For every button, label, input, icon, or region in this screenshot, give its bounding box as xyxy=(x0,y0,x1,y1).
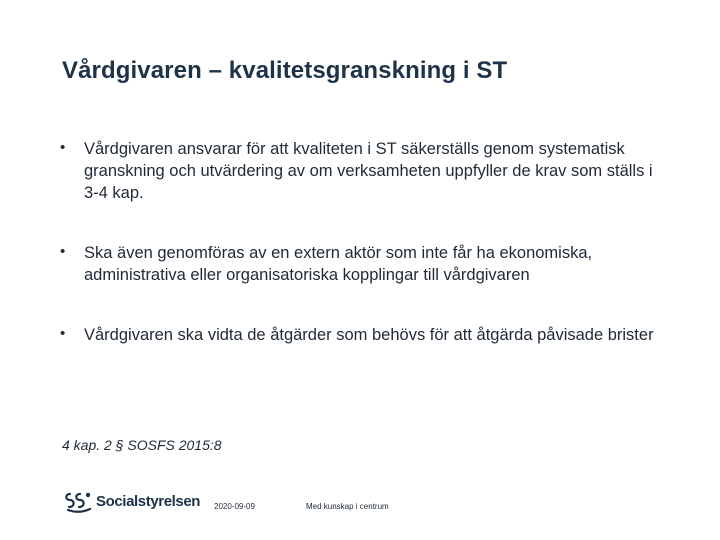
socialstyrelsen-logo-icon xyxy=(64,489,94,513)
footer-slogan: Med kunskap i centrum xyxy=(306,502,389,511)
source-reference: 4 kap. 2 § SOSFS 2015:8 xyxy=(62,437,222,453)
bullet-item-2: • Ska även genomföras av en extern aktör som inte får ha ekonomiska, administrativa eller organisatoriska kopplingar till vårdgivaren xyxy=(60,242,660,286)
logo-text: Socialstyrelsen xyxy=(96,492,201,510)
footer-logo xyxy=(64,488,200,514)
footer-date: 2020-09-09 xyxy=(214,502,255,511)
bullet-item-1: • Vårdgivaren ansvarar för att kvaliteten i ST säkerställs genom systematisk granskning och utvärdering av om verksamheten uppfyller de krav som ställs i 3-4 kap. xyxy=(60,138,660,204)
bullet-item-3: • Vårdgivaren ska vidta de åtgärder som behövs för att åtgärda påvisade brister xyxy=(60,324,660,346)
slide-title: Vårdgivaren – kvalitetsgranskning i ST xyxy=(62,57,508,84)
bullet-list xyxy=(60,138,660,346)
